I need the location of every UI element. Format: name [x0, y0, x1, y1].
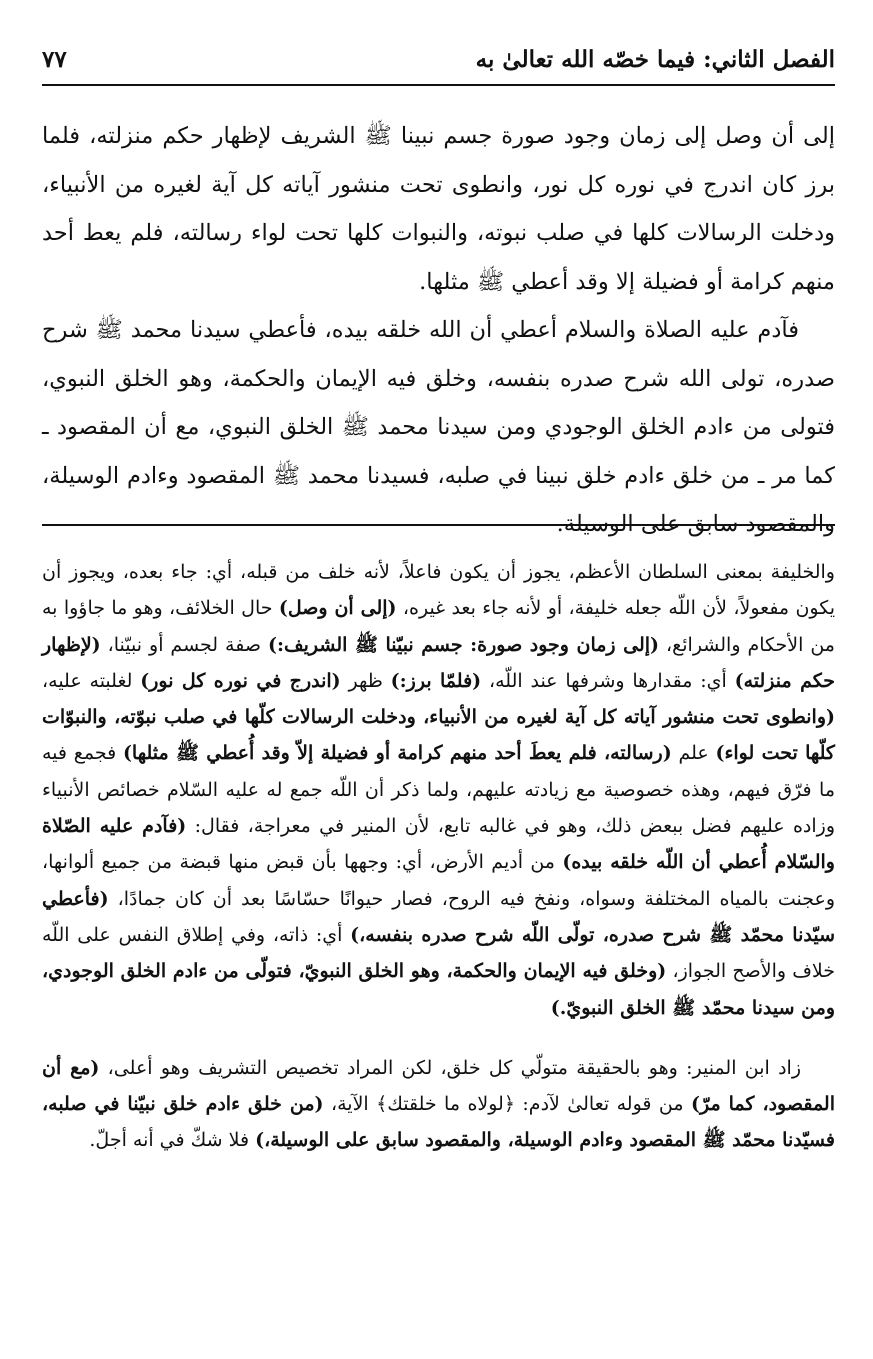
commentary-text-segment: فجمع فيه ما فرّق فيهم، وهذه خصوصية مع زيادته عليهم، ولما ذكر أن اللّه جمع له عليه السّلام خصائص الأنبياء وزاده عليهم فضل ببعض ذلك، وهو في غالبه تابع، لأن المنير في معراجة، فقال: — [42, 742, 835, 838]
commentary-text-segment: لغلبته عليه، — [42, 669, 141, 692]
main-text — [42, 112, 835, 549]
quoted-text-segment: (وخلق فيه الإيمان والحكمة، وهو الخلق النبويّ، فتولّى من ءادم الخلق الوجودي، ومن سيدنا محمّد ﷺ الخلق النبويّ.) — [42, 960, 835, 1019]
page-header — [42, 38, 835, 80]
quoted-text-segment: (وانطوى تحت منشور آياته كل آية لغيره من الأنبياء، ودخلت الرسالات كلّها في صلب نبوّته، والنبوّات كلّها تحت لواء) — [42, 706, 835, 765]
commentary-text-segment: من أديم الأرض، أي: وجهها بأن قبض منها قبضة من جميع ألوانها، وعجنت بالمياه المختلفة وسواه، ونفخ فيه الروح، فصار حيوانًا حسّاسًا بعد أن كان جمادًا، — [42, 851, 835, 910]
quoted-text-segment: (إلى زمان وجود صورة: جسم نبيّنا ﷺ الشريف:) — [267, 633, 660, 656]
quoted-text-segment: (اندرج في نوره كل نور) — [140, 669, 341, 692]
commentary-text-segment: أي: ذاته، وفي إطلاق النفس على اللّه خلاف والأصح الجواز، — [42, 923, 835, 983]
quoted-text-segment: (رسالته، فلم يعطَ أحد منهم كرامة أو فضيلة إلاّ وقد أُعطي ﷺ مثلها) — [122, 742, 672, 765]
commentary-text-segment: أي: مقدارها وشرفها عند اللّه، — [481, 669, 735, 692]
main-paragraph: إلى أن وصل إلى زمان وجود صورة جسم نبينا ﷺ الشريف لإظهار حكم منزلته، فلما برز كان اندرج في نوره كل نور، وانطوى تحت منشور آياته كل آية لغيره من الأنبياء، ودخلت الرسالات كلها في صلب نبوته، والنبوات كلها تحت لواء رسالته، فلم يعط أحد منهم كرامة أو فضيلة إلا وقد أعطي ﷺ مثلها. — [42, 123, 835, 295]
quoted-text-segment: (لإظهار حكم منزلته) — [42, 633, 835, 692]
commentary-text-segment: من قوله تعالىٰ لآدم: ﴿لولاه ما خلقتك﴾ الآية، — [323, 1093, 691, 1116]
header-rule — [42, 84, 835, 86]
footnote-separator — [42, 524, 835, 526]
quoted-text-segment: (فلمّا برز:) — [390, 669, 482, 692]
main-paragraph: فآدم عليه الصلاة والسلام أعطي أن الله خلقه بيده، فأعطي سيدنا محمد ﷺ شرح صدره، تولى الله شرح صدره بنفسه، وخلق فيه الإيمان والحكمة، وهو الخلق النبوي، فتولى من ءادم الخلق الوجودي ومن سيدنا محمد ﷺ الخلق النبوي، مع أن المقصود ـ كما مر ـ من خلق ءادم خلق نبينا في صلبه، فسيدنا محمد ﷺ المقصود وءادم الوسيلة، والمقصود سابق على الوسيلة. — [42, 317, 835, 537]
commentary-text-segment: زاد ابن المنير: وهو بالحقيقة متولّي كل خلق، لكن المراد تخصيص التشريف وهو أعلى، — [99, 1056, 801, 1079]
quoted-text-segment: (من خلق ءادم خلق نبيّنا في صلبه، فسيّدنا محمّد ﷺ المقصود وءادم الوسيلة، والمقصود سابق على الوسيلة،) — [42, 1093, 835, 1152]
quoted-text-segment: (فآدم عليه الصّلاة والسّلام أُعطي أن اللّه خلقه بيده) — [42, 815, 835, 874]
commentary-text-segment: ظهر — [340, 669, 391, 692]
commentary — [42, 554, 835, 1159]
commentary-text-segment: صفة لجسم أو نبيّنا، — [100, 633, 268, 656]
page-number: ٧٧ — [42, 45, 67, 73]
book-page — [42, 0, 835, 1359]
commentary-paragraph — [42, 1050, 835, 1159]
commentary-text-segment: فلا شكّ في أنه أجلّ. — [89, 1129, 256, 1152]
commentary-text-segment: والخليفة بمعنى السلطان الأعظم، يجوز أن يكون فاعلاً، لأنه خلف من قبله، أي: جاء بعده، ويجوز أن يكون مفعولاً، لأن اللّه جعله خليفة، أو لأنه جاء بعد غيره، — [42, 561, 836, 620]
quoted-text-segment: (مع أن المقصود، كما مرّ) — [42, 1056, 835, 1116]
quoted-text-segment: (إلى أن وصل) — [278, 597, 397, 620]
quoted-text-segment: (فأعطي سيّدنا محمّد ﷺ شرح صدره، تولّى اللّه شرح صدره بنفسه،) — [42, 887, 835, 946]
commentary-text-segment: علم — [671, 742, 716, 765]
commentary-paragraph — [42, 554, 835, 1026]
chapter-title: الفصل الثاني: فيما خصّه الله تعالىٰ به — [475, 45, 835, 73]
commentary-text-segment: حال الخلائف، وهو ما جاؤوا به من الأحكام والشرائع، — [42, 597, 835, 656]
